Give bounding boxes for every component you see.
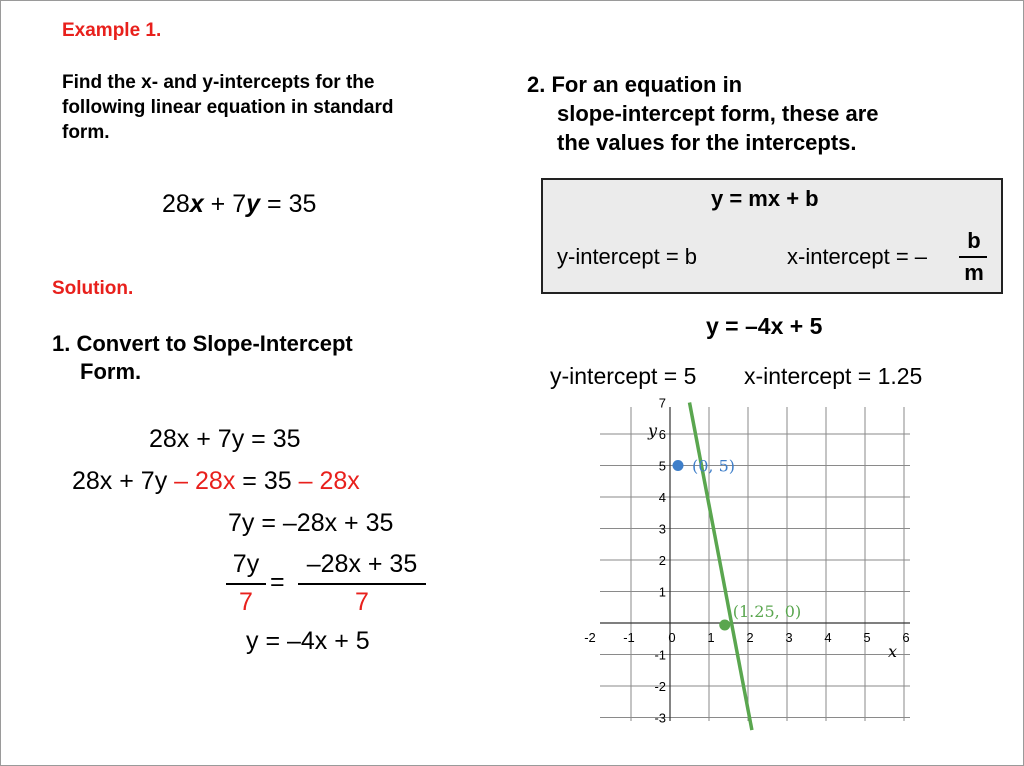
y-axis-label: y bbox=[648, 421, 658, 440]
x-intercept-point bbox=[719, 620, 730, 631]
x-tick-label: 0 bbox=[668, 630, 676, 645]
x-intercept-label: (1.25, 0) bbox=[732, 602, 802, 621]
problem-line-1: Find the x- and y-intercepts for the bbox=[62, 72, 375, 93]
frac-left-denominator: 7 bbox=[239, 588, 253, 616]
x-tick-label: -1 bbox=[623, 630, 635, 645]
work-line-1 bbox=[149, 425, 301, 454]
y-tick-label: 3 bbox=[658, 521, 666, 537]
result-equation: y = –4x + 5 bbox=[706, 313, 823, 339]
x-axis-label: x bbox=[888, 642, 898, 661]
y-tick-label: -2 bbox=[654, 679, 666, 694]
y-tick-label: -1 bbox=[654, 647, 666, 663]
y-intercept-point bbox=[673, 460, 684, 471]
work-line-2-lhs: 28x + 7y bbox=[72, 467, 168, 495]
x-int-frac-bar bbox=[959, 256, 987, 258]
step-1-line-2: Form. bbox=[80, 359, 142, 384]
frac-equals: = bbox=[270, 568, 285, 596]
step-2-line-3: the values for the intercepts. bbox=[557, 130, 857, 155]
problem-line-2: following linear equation in standard bbox=[62, 97, 394, 118]
y-tick-label: 5 bbox=[658, 458, 666, 474]
work-line-1-lhs: 28x + 7y bbox=[149, 425, 245, 453]
step-1-heading bbox=[52, 330, 353, 386]
x-tick-label: 1 bbox=[707, 630, 715, 645]
frac-left-bar bbox=[226, 583, 266, 585]
example-title: Example 1. bbox=[62, 20, 162, 41]
y-tick-label: 4 bbox=[658, 490, 666, 505]
work-line-2 bbox=[72, 467, 360, 496]
x-tick-label: 4 bbox=[824, 630, 832, 645]
x-int-frac-denominator: m bbox=[964, 260, 984, 285]
var-y: y bbox=[246, 190, 261, 218]
result-x-intercept: x-intercept = 1.25 bbox=[744, 363, 923, 389]
work-line-2-subtract-right: – 28x bbox=[298, 467, 360, 495]
coordinate-graph bbox=[584, 395, 920, 726]
y-intercept-label: (0, 5) bbox=[692, 456, 736, 476]
problem-line-3: form. bbox=[62, 122, 110, 143]
work-line-2-mid: = 35 bbox=[242, 467, 292, 495]
plus-sign: + bbox=[210, 190, 226, 218]
work-line-3: 7y = –28x + 35 bbox=[228, 509, 394, 537]
step-1-line-1: 1. Convert to Slope-Intercept bbox=[52, 331, 353, 356]
y-tick-label: 6 bbox=[658, 427, 666, 442]
result-y-intercept: y-intercept = 5 bbox=[550, 363, 697, 389]
work-line-2-subtract-left: – 28x bbox=[174, 467, 236, 495]
given-equation bbox=[162, 190, 316, 219]
frac-right-numerator: –28x + 35 bbox=[306, 550, 418, 578]
solution-label: Solution. bbox=[52, 278, 134, 299]
x-tick-label: 6 bbox=[902, 630, 910, 645]
work-line-4 bbox=[220, 550, 440, 620]
equals-sign: = bbox=[267, 190, 282, 218]
x-tick-label: 5 bbox=[863, 630, 871, 645]
slope-intercept-formula: y = mx + b bbox=[711, 186, 819, 211]
coef-b: 7 bbox=[232, 190, 247, 218]
y-tick-label: 2 bbox=[658, 553, 666, 568]
formula-box bbox=[541, 178, 1003, 294]
x-tick-label: 2 bbox=[746, 630, 754, 645]
y-tick-label: -3 bbox=[654, 710, 666, 726]
work-line-1-rhs: = 35 bbox=[251, 425, 301, 453]
work-line-5: y = –4x + 5 bbox=[246, 627, 370, 655]
frac-right-denominator: 7 bbox=[355, 588, 369, 616]
step-2-heading bbox=[527, 70, 879, 157]
x-intercept-rule: x-intercept = – bbox=[787, 244, 928, 269]
y-intercept-rule: y-intercept = b bbox=[557, 244, 698, 269]
x-int-frac-numerator: b bbox=[967, 228, 981, 253]
frac-left-numerator: 7y bbox=[232, 550, 260, 578]
y-tick-label: 7 bbox=[658, 395, 666, 411]
problem-statement bbox=[62, 70, 393, 145]
step-2-line-2: slope-intercept form, these are bbox=[557, 101, 879, 126]
y-tick-label: 1 bbox=[658, 584, 666, 600]
step-2-line-1: 2. For an equation in bbox=[527, 72, 743, 97]
var-x: x bbox=[189, 190, 204, 218]
coef-a: 28 bbox=[162, 190, 190, 218]
constant-c: 35 bbox=[288, 190, 317, 218]
frac-right-bar bbox=[298, 583, 426, 585]
graph-line bbox=[690, 403, 752, 731]
x-tick-label: 3 bbox=[785, 630, 793, 645]
x-tick-label: -2 bbox=[584, 630, 596, 645]
